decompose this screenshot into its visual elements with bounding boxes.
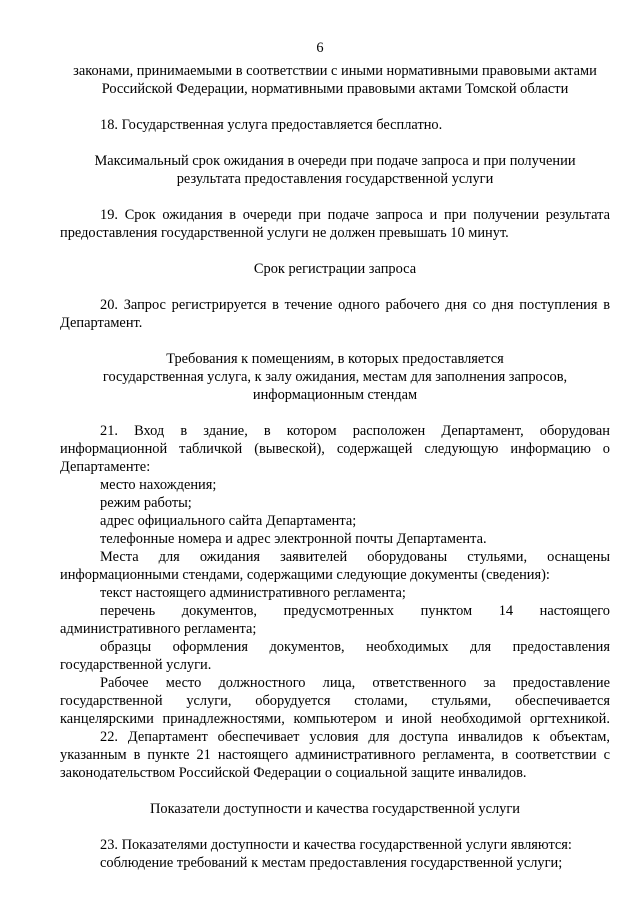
list-item: текст настоящего административного регламента;: [100, 585, 406, 601]
text-line: законодательством Российской Федерации о социальной защите инвалидов.: [60, 765, 527, 781]
text-line: 20. Запрос регистрируется в течение одного рабочего дня со дня поступления в: [100, 297, 610, 313]
text-line: Департаменте:: [60, 459, 151, 475]
text-line: информационными стендами, содержащими следующие документы (сведения):: [60, 567, 550, 583]
section-heading: Срок регистрации запроса: [253, 261, 417, 277]
text-line: 19. Срок ожидания в очереди при подаче запроса и при получении результата: [100, 207, 610, 223]
text-line: 23. Показателями доступности и качества государственной услуги являются:: [100, 837, 572, 853]
list-item: телефонные номера и адрес электронной почты Департамента.: [100, 531, 487, 547]
text-line: Рабочее место должностного лица, ответственного за предоставление: [100, 675, 610, 691]
list-item: перечень документов, предусмотренных пунктом 14 настоящего: [100, 603, 610, 619]
text-line: государственной услуги, оборудуется столами, стульями, обеспечивается: [60, 693, 610, 709]
list-item: образцы оформления документов, необходимых для предоставления: [100, 639, 610, 655]
list-item: место нахождения;: [100, 477, 217, 493]
page-number: 6: [316, 40, 324, 56]
text-line: информационной табличкой (вывеской), содержащей следующую информацию о: [60, 441, 610, 457]
text-line: Департамент.: [60, 315, 143, 331]
text-line: государственной услуги.: [60, 657, 212, 673]
list-item: соблюдение требований к местам предоставления государственной услуги;: [100, 855, 563, 871]
text-line: 21. Вход в здание, в котором расположен Департамент, оборудован: [100, 423, 610, 439]
section-heading: Максимальный срок ожидания в очереди при подаче запроса и при получении: [94, 153, 576, 169]
section-heading: Показатели доступности и качества государственной услуги: [150, 801, 520, 817]
text-line: указанным в пункте 21 настоящего административного регламента, в соответствии с: [60, 747, 610, 763]
section-heading: результата предоставления государственной услуги: [176, 171, 494, 187]
text-line: Места для ожидания заявителей оборудованы стульями, оснащены: [100, 549, 610, 565]
text-line: 18. Государственная услуга предоставляется бесплатно.: [100, 117, 443, 133]
section-heading: информационным стендам: [252, 387, 418, 403]
text-line: 22. Департамент обеспечивает условия для доступа инвалидов к объектам,: [100, 729, 610, 745]
list-item: режим работы;: [100, 495, 192, 511]
section-heading: государственная услуга, к залу ожидания, местам для заполнения запросов,: [102, 369, 568, 385]
text-line: канцелярскими принадлежностями, компьютером и иной необходимой оргтехникой.: [60, 711, 610, 727]
list-item: адрес официального сайта Департамента;: [100, 513, 357, 529]
text-line: законами, принимаемыми в соответствии с иными нормативными правовыми актами: [73, 63, 597, 79]
text-line: административного регламента;: [60, 621, 257, 637]
section-heading: Требования к помещениям, в которых предоставляется: [166, 351, 504, 367]
text-line: предоставления государственной услуги не должен превышать 10 минут.: [60, 225, 509, 241]
text-line: Российской Федерации, нормативными правовыми актами Томской области: [101, 81, 569, 97]
